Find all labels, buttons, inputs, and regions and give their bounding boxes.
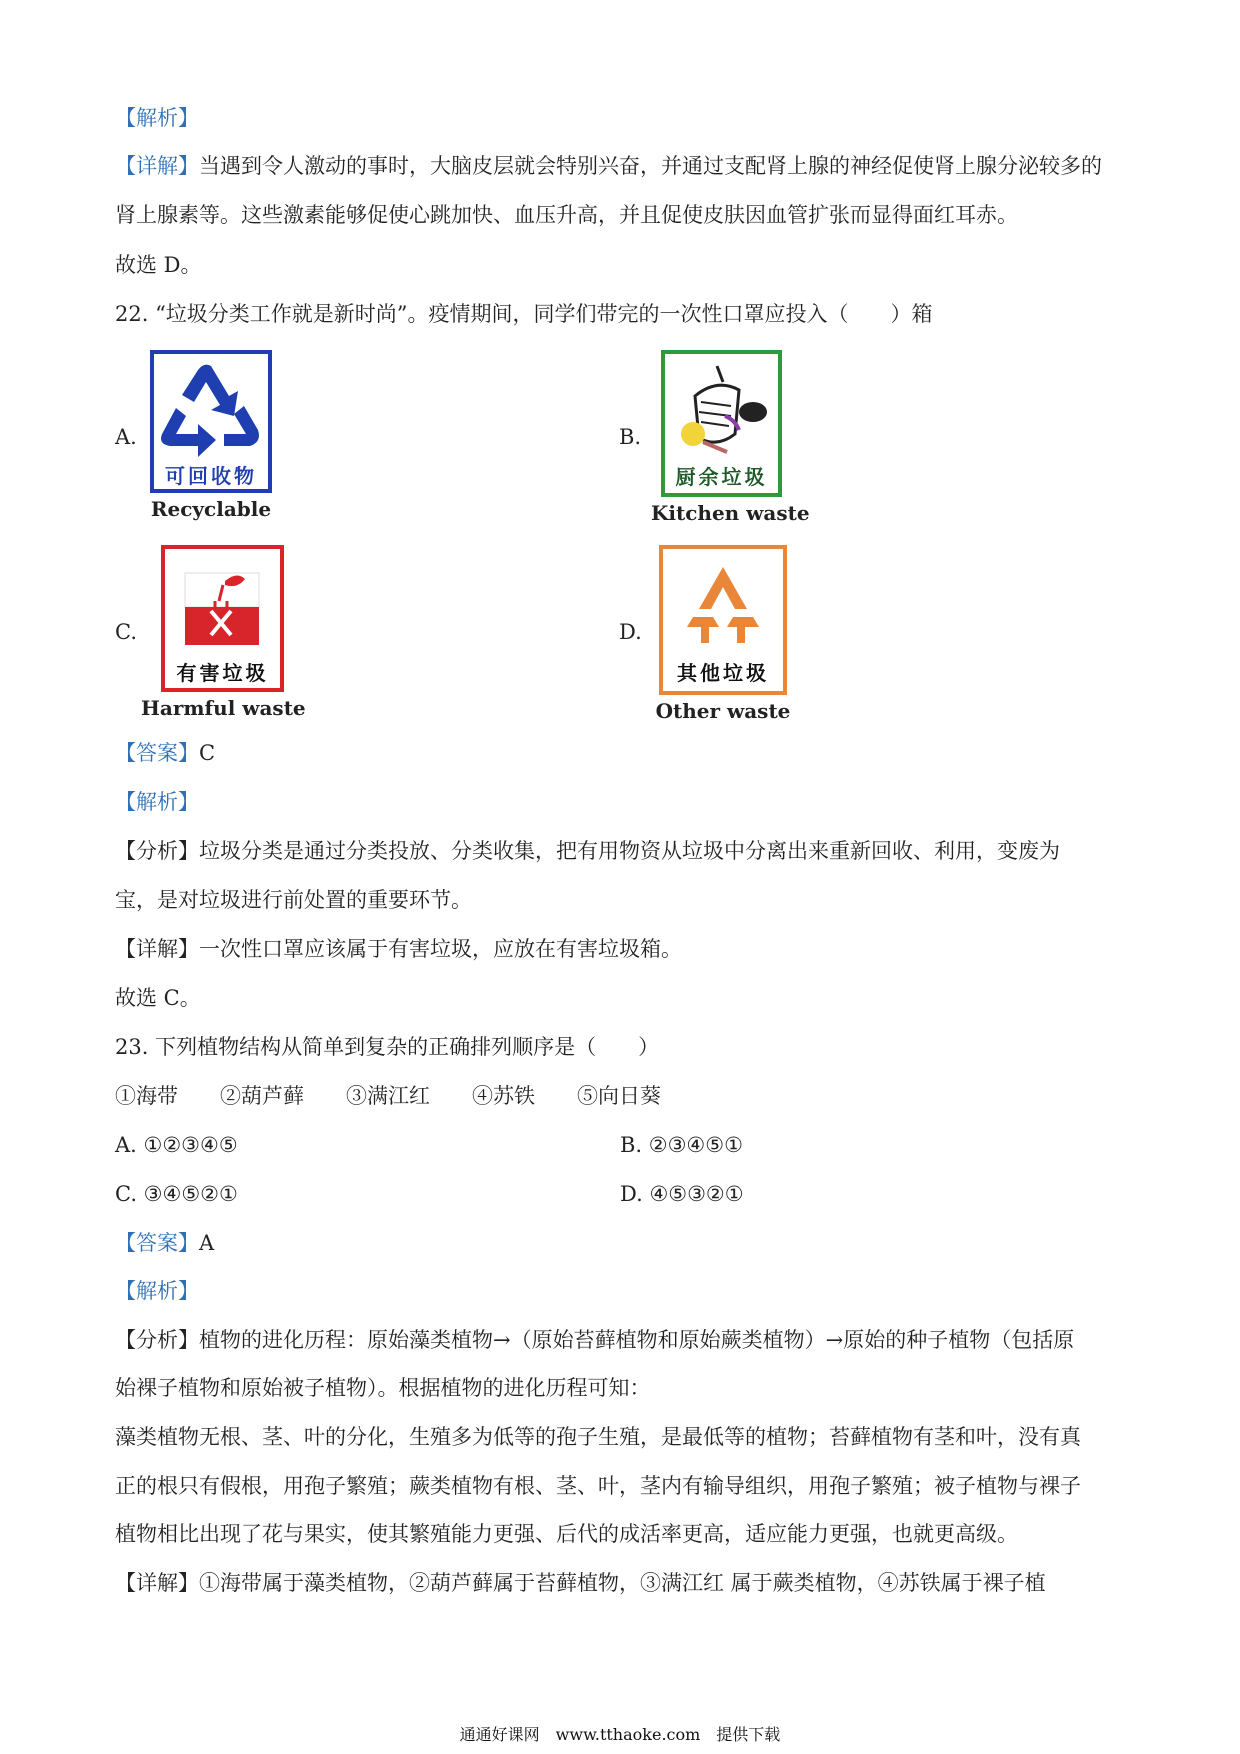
harmful-waste-icon <box>165 553 280 657</box>
harmful-waste-en-label: Harmful waste <box>141 696 306 720</box>
answer-tag: 【答案】 <box>115 1231 199 1255</box>
detail-tag: 【详解】 <box>115 154 199 178</box>
detail-paragraph <box>115 1568 1046 1598</box>
kitchen-waste-sign <box>661 350 782 497</box>
option-a-letter: A. <box>115 425 137 449</box>
answer-choice-text: 故选 D。 <box>115 253 202 277</box>
question-23: 23. 下列植物结构从简单到复杂的正确排列顺序是（ ） <box>115 1035 660 1059</box>
recyclable-en-label: Recyclable <box>150 497 272 521</box>
analysis-text: 植物的进化历程：原始藻类植物→（原始苔藓植物和原始蕨类植物）→原始的种子植物（包括原 <box>199 1328 1075 1352</box>
analysis-text: 垃圾分类是通过分类投放、分类收集，把有用物资从垃圾中分离出来重新回收、利用，变废为 <box>199 839 1060 863</box>
explanation-line: 藻类植物无根、茎、叶的分化，生殖多为低等的孢子生殖，是最低等的植物；苔藓植物有茎和叶，没有真 <box>115 1425 1081 1449</box>
answer-22 <box>115 738 215 768</box>
answer-value: C <box>199 741 216 765</box>
analysis-continuation: 始裸子植物和原始被子植物）。根据植物的进化历程可知： <box>115 1376 651 1400</box>
detail-tag: 【详解】 <box>115 1571 199 1595</box>
harmful-waste-cn-label: 有害垃圾 <box>176 661 269 685</box>
answer-tag: 【答案】 <box>115 741 199 765</box>
recyclable-sign <box>150 350 272 493</box>
page-footer: 通通好课网 www.tthaoke.com 提供下载 <box>459 1725 781 1744</box>
harmful-waste-sign <box>161 545 284 692</box>
answer-choice-text: 故选 C。 <box>115 986 201 1010</box>
detail-continuation: 肾上腺素等。这些激素能够促使心跳加快、血压升高，并且促使皮肤因血管扩张而显得面红耳赤。 <box>115 203 1018 227</box>
detail-text: ①海带属于藻类植物，②葫芦藓属于苔藓植物，③满江红 属于蕨类植物，④苏铁属于裸子植 <box>199 1571 1046 1595</box>
analysis-heading: 【解析】 <box>115 106 199 130</box>
answer-23 <box>115 1228 214 1258</box>
option-d-letter: D. <box>619 620 642 644</box>
analysis-continuation: 宝，是对垃圾进行前处置的重要环节。 <box>115 888 472 912</box>
recyclable-cn-label: 可回收物 <box>165 464 257 488</box>
question-23-items: ①海带 ②葫芦藓 ③满江红 ④苏铁 ⑤向日葵 <box>115 1084 661 1108</box>
option-b: B. ②③④⑤① <box>620 1133 743 1157</box>
option-b-letter: B. <box>619 425 642 449</box>
detail-tag: 【详解】 <box>115 937 199 961</box>
detail-paragraph <box>115 934 682 964</box>
kitchen-waste-en-label: Kitchen waste <box>651 501 810 525</box>
explanation-line: 正的根只有假根，用孢子繁殖；蕨类植物有根、茎、叶，茎内有输导组织，用孢子繁殖；被子植物与裸子 <box>115 1474 1081 1498</box>
kitchen-waste-cn-label: 厨余垃圾 <box>675 465 768 489</box>
question-22: 22. “垃圾分类工作就是新时尚”。疫情期间，同学们带完的一次性口罩应投入（ ）箱 <box>115 302 933 326</box>
analysis-paragraph <box>115 836 1060 866</box>
answer-value: A <box>199 1231 215 1255</box>
other-waste-icon <box>663 553 783 657</box>
recycle-icon <box>154 358 268 458</box>
option-c-letter: C. <box>115 620 137 644</box>
option-c: C. ③④⑤②① <box>115 1182 238 1206</box>
detail-text: 当遇到令人激动的事时，大脑皮层就会特别兴奋，并通过支配肾上腺的神经促使肾上腺分泌较多的 <box>199 154 1102 178</box>
analysis-tag: 【分析】 <box>115 1328 199 1352</box>
analysis-tag: 【分析】 <box>115 839 199 863</box>
other-waste-cn-label: 其他垃圾 <box>677 661 769 685</box>
option-d: D. ④⑤③②① <box>620 1182 744 1206</box>
explanation-line: 植物相比出现了花与果实，使其繁殖能力更强、后代的成活率更高，适应能力更强，也就更高级。 <box>115 1522 1018 1546</box>
analysis-heading: 【解析】 <box>115 790 199 814</box>
analysis-paragraph <box>115 1325 1074 1355</box>
option-a: A. ①②③④⑤ <box>115 1133 238 1157</box>
other-waste-sign <box>659 545 787 695</box>
other-waste-en-label: Other waste <box>655 699 791 723</box>
kitchen-waste-icon <box>665 356 778 460</box>
detail-paragraph <box>115 151 1102 181</box>
analysis-heading: 【解析】 <box>115 1279 199 1303</box>
detail-text: 一次性口罩应该属于有害垃圾，应放在有害垃圾箱。 <box>199 937 682 961</box>
